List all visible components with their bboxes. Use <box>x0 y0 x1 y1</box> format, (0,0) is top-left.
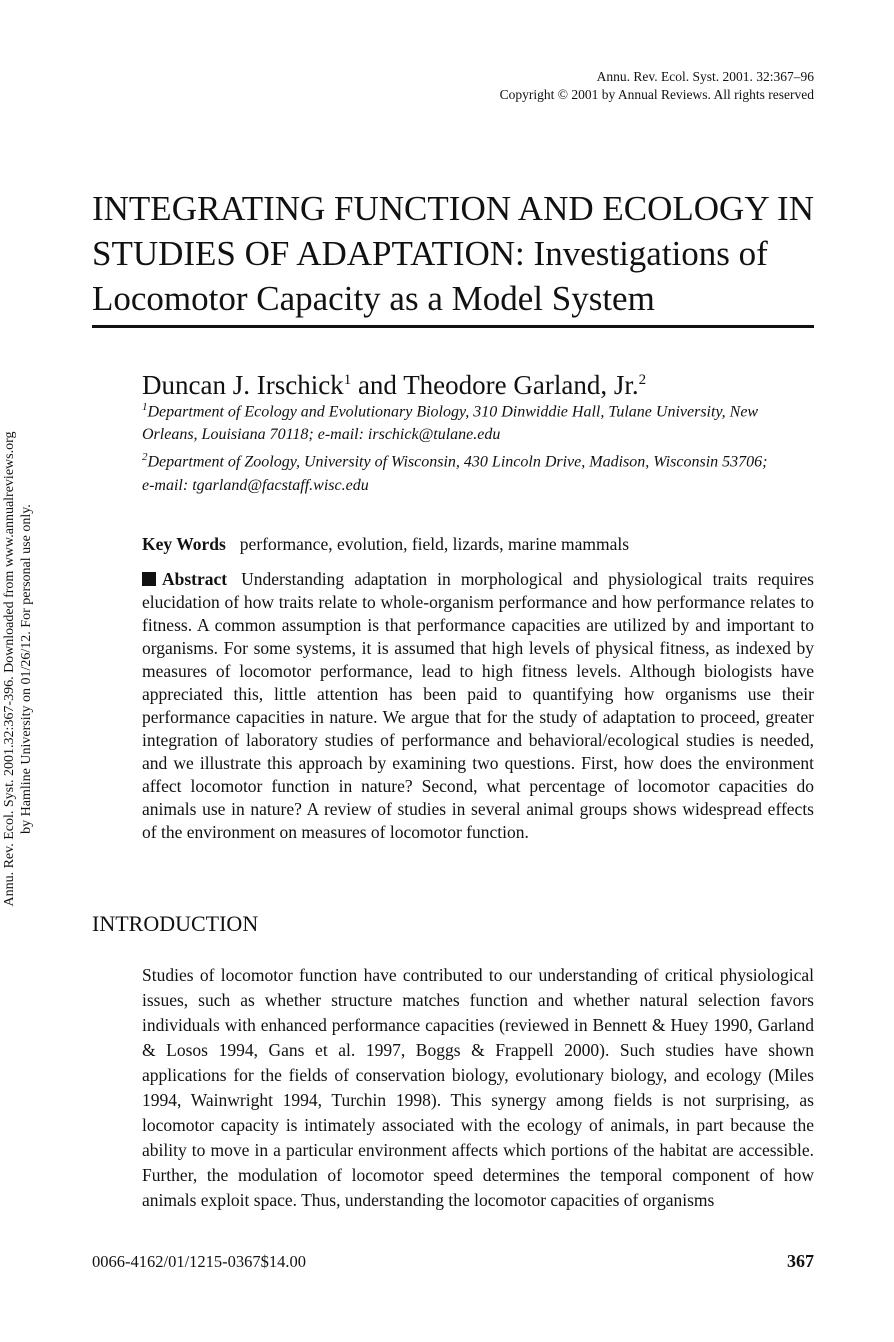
affiliation-1 <box>142 396 782 446</box>
author-conjunction: and <box>357 370 397 400</box>
affiliation-1-text: Department of Ecology and Evolutionary Biology, 310 Dinwiddie Hall, Tulane University, New Orleans, Louisiana 70118; e-mail: irschick@tulane.edu <box>142 403 759 444</box>
journal-citation: Annu. Rev. Ecol. Syst. 2001. 32:367–96 <box>596 69 814 84</box>
download-watermark-line2: by Hamline University on 01/26/12. For personal use only. <box>19 504 34 834</box>
author-irschick-affil-mark: 1 <box>343 372 352 388</box>
affiliation-2-text: Department of Zoology, University of Wisconsin, 430 Lincoln Drive, Madison, Wisconsin 53706; e-mail: tgarland@facstaff.wisc.edu <box>142 453 768 494</box>
affiliation-2-mark: 2 <box>142 451 148 464</box>
article-title-sub: Investigations of Locomotor Capacity as a Model System <box>92 234 768 318</box>
abstract <box>142 568 814 844</box>
download-watermark <box>1 384 35 954</box>
affiliation-2 <box>142 446 782 496</box>
author-garland: Theodore Garland, Jr. <box>403 370 639 400</box>
abstract-label: Abstract <box>162 569 228 589</box>
abstract-square-icon <box>142 572 156 586</box>
title-rule <box>92 325 814 328</box>
keywords <box>142 533 814 555</box>
page-number: 367 <box>787 1251 814 1271</box>
article-title-main: INTEGRATING FUNCTION AND ECOLOGY IN STUDIES OF ADAPTATION: <box>92 189 814 273</box>
keywords-text: performance, evolution, field, lizards, marine mammals <box>239 534 630 554</box>
author-irschick: Duncan J. Irschick <box>142 370 344 400</box>
affiliations <box>142 396 782 497</box>
section-heading-introduction: INTRODUCTION <box>92 911 259 936</box>
keywords-label: Key Words <box>142 534 226 554</box>
author-garland-affil-mark: 2 <box>638 372 647 388</box>
affiliation-1-mark: 1 <box>142 401 148 413</box>
journal-header <box>500 68 814 104</box>
article-title <box>92 186 814 321</box>
abstract-text: Understanding adaptation in morphological and physiological traits requires elucidation of how traits relate to whole-organism performance and how performance relates to fitness. A common assumption is that performance capacities are utilized by and important to organisms. For some systems, it is assumed that high levels of physical fitness, as indexed by measures of locomotor performance, lead to high fitness levels. Although biologists have appreciated this, little attention has been paid to quantifying how organisms use their performance capacities in nature. We argue that for the study of adaptation to proceed, greater integration of laboratory studies of performance and behavioral/ecological studies is needed, and we illustrate this approach by examining two questions. First, how does the environment affect locomotor function in nature? Second, what percentage of locomotor capacities do animals use in nature? A review of studies in several animal groups shows widespread effects of the environment on measures of locomotor function. <box>142 569 814 842</box>
copyright-line: Copyright © 2001 by Annual Reviews. All rights reserved <box>499 87 814 102</box>
download-watermark-line1: Annu. Rev. Ecol. Syst. 2001.32:367-396. Downloaded from www.annualreviews.org <box>2 431 17 907</box>
introduction-paragraph: Studies of locomotor function have contributed to our understanding of critical physiological issues, such as whether structure matches function and whether natural selection favors individuals with enhanced performance capacities (reviewed in Bennett & Huey 1990, Garland & Losos 1994, Gans et al. 1997, Boggs & Frappell 2000). Such studies have shown applications for the fields of conservation biology, evolutionary biology, and ecology (Miles 1994, Wainwright 1994, Turchin 1998). This synergy among fields is not surprising, as locomotor capacity is intimately associated with the ecology of animals, in part because the ability to move in a particular environment affects which portions of the habitat are accessible. Further, the modulation of locomotor speed determines the temporal component of how animals exploit space. Thus, understanding the locomotor capacities of organisms <box>142 965 814 1210</box>
article-code: 0066-4162/01/1215-0367$14.00 <box>92 1252 307 1271</box>
